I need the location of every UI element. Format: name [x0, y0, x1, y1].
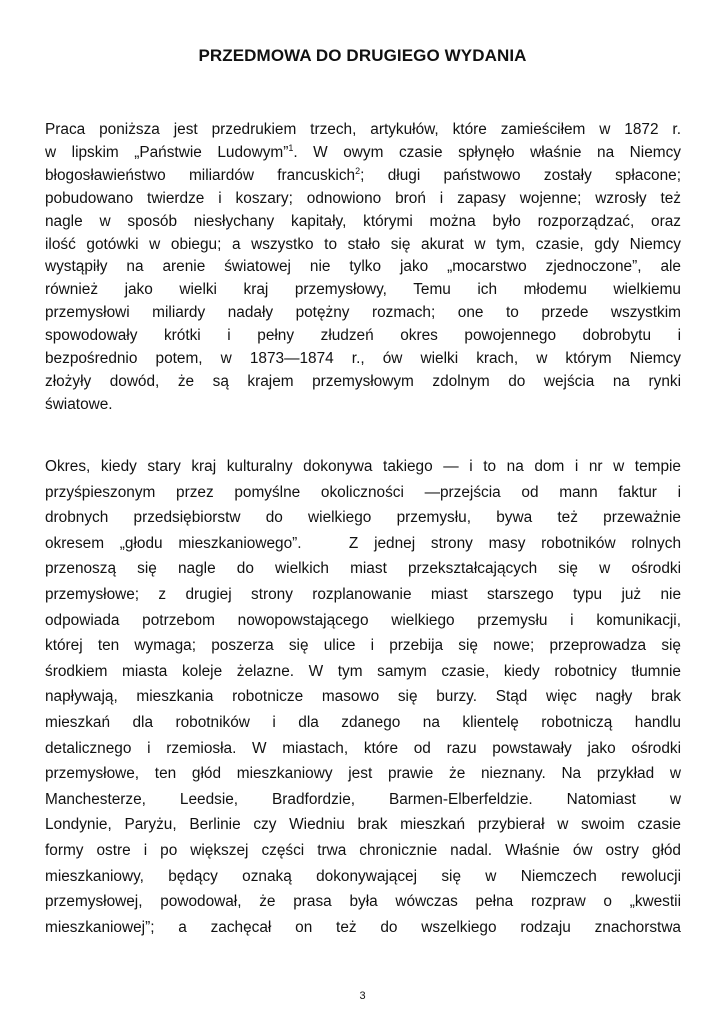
- text-line: bezpośrednio potem, w 1873—1874 r., ów wielki krach, w którym Niemcy: [45, 350, 681, 368]
- text-line: drobnych przedsiębiorstw do wielkiego przemysłu, bywa też przeważnie: [45, 509, 681, 527]
- text-line: Praca poniższa jest przedrukiem trzech, artykułów, które zamieściłem w 1872 r.: [45, 121, 681, 138]
- text-line: formy ostre i po większej części trwa chronicznie nadal. Właśnie ów ostry głód: [45, 841, 681, 859]
- text-line: przemysłowe; z drugiej strony rozplanowanie miast starszego typu już nie: [45, 585, 681, 603]
- paragraph-1: [45, 119, 681, 417]
- text-line: mieszkaniowy, będący oznaką dokonywającej się w Niemczech rewolucji: [45, 867, 681, 885]
- paragraph-2: [45, 454, 681, 940]
- text-line: ilość gotówki w obiegu; a wszystko to stało się akurat w tym, czasie, gdy Niemcy: [45, 235, 681, 253]
- text-line: w lipskim „Państwie Ludowym”$^1$. W owym czasie spłynęło właśnie na Niemcy: [45, 142, 681, 161]
- text-line: spowodowały krótki i pełny złudzeń okres powojennego dobrobytu i: [45, 327, 681, 345]
- text-line: Londynie, Paryżu, Berlinie czy Wiedniu brak mieszkań przybierał w swoim czasie: [45, 816, 681, 834]
- document-title: PRZEDMOWA DO DRUGIEGO WYDANIA: [198, 46, 527, 65]
- footnote-ref[interactable]: 2: [355, 165, 361, 176]
- text-line: światowe.: [45, 395, 113, 413]
- text-line: również jako wielki kraj przemysłowy, Temu ich młodemu wielkiemu: [45, 281, 681, 299]
- text-line: mieszkań dla robotników i dla zdanego na klientelę robotniczą handlu: [45, 713, 681, 731]
- text-line: mieszkaniowej”; a zachęcał on też do wszelkiego rodzaju znachorstwa: [45, 918, 681, 936]
- text-line: Manchesterze, Leedsie, Bradfordzie, Barmen-Elberfeldzie. Natomiast w: [45, 790, 681, 808]
- text-line: przyśpieszonym przez pomyślne okoliczności —przejścia od mann faktur i: [45, 483, 681, 501]
- text-line: odpowiada potrzebom nowopowstającego wielkiego przemysłu i komunikacji,: [45, 611, 681, 629]
- text-line: przemysłowej, powodował, że prasa była wówczas pełna rozpraw o „kwestii: [45, 893, 681, 911]
- text-line: przemysłowe, ten głód mieszkaniowy jest prawie że nieznany. Na przykład w: [45, 765, 681, 783]
- page-number: 3: [359, 990, 366, 1002]
- text-line: napływają, mieszkania robotnicze masowo się burzy. Stąd więc nagły brak: [45, 688, 681, 706]
- text-line: której ten wymaga; poszerza się ulice i przebija się nowe; przeprowadza się: [45, 637, 681, 655]
- text-line: wystąpiły na arenie światowej nie tylko jako „mocarstwo zjednoczone”, ale: [45, 258, 681, 276]
- text-line: nagle w sposób niesłychany kapitały, którymi można było rozporządzać, oraz: [45, 212, 681, 230]
- text-line: okresem „głodu mieszkaniowego”. Z jednej strony masy robotników rolnych: [45, 534, 681, 552]
- footnote-ref[interactable]: 1: [288, 142, 294, 153]
- text-line: złożyły dowód, że są krajem przemysłowym zdolnym do wejścia na rynki: [45, 372, 681, 390]
- text-line: detalicznego i rzemiosła. W miastach, które od razu powstawały jako ośrodki: [45, 739, 681, 757]
- text-line: przemysłowi miliardy nadały potężny rozmach; one to przede wszystkim: [45, 304, 681, 322]
- text-line: błogosławieństwo miliardów francuskich$^2$; długi państwowo zostały spłacone;: [45, 165, 681, 184]
- text-line: środkiem miasta koleje żelazne. W tym samym czasie, kiedy robotnicy tłumnie: [45, 662, 681, 680]
- text-line: pobudowano twierdze i koszary; odnowiono broń i zapasy wojenne; wzrosły też: [45, 189, 681, 207]
- text-line: przenoszą się nagle do wielkich miast przekształcających się w ośrodki: [45, 560, 681, 578]
- text-line: Okres, kiedy stary kraj kulturalny dokonywa takiego — i to na dom i nr w tempie: [45, 458, 681, 475]
